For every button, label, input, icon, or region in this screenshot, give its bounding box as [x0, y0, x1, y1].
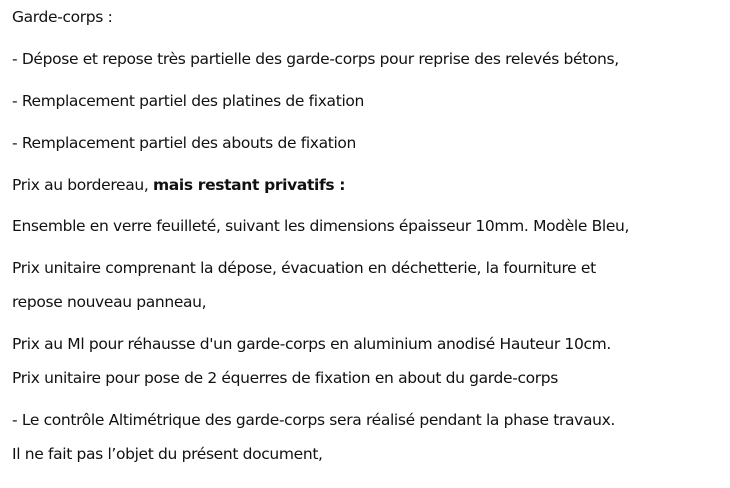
price-note-emphasis: mais restant privatifs : — [153, 176, 346, 194]
price-note-text: Prix au bordereau, — [12, 176, 153, 194]
paragraph-line: Il ne fait pas l’objet du présent document, — [12, 445, 323, 463]
list-item: - Le contrôle Altimétrique des garde-corps sera réalisé pendant la phase travaux. — [12, 411, 615, 429]
list-item: - Remplacement partiel des platines de fixation — [12, 92, 365, 110]
paragraph-line: Prix au Ml pour réhausse d'un garde-corps en aluminium anodisé Hauteur 10cm. — [12, 335, 611, 353]
price-note — [12, 175, 345, 195]
section-heading: Garde-corps : — [12, 8, 113, 26]
paragraph-line: repose nouveau panneau, — [12, 293, 207, 311]
list-item: - Dépose et repose très partielle des garde-corps pour reprise des relevés bétons, — [12, 50, 619, 68]
list-item: - Remplacement partiel des abouts de fixation — [12, 134, 357, 152]
paragraph-line: Prix unitaire comprenant la dépose, évacuation en déchetterie, la fourniture et — [12, 259, 596, 277]
paragraph-line: Ensemble en verre feuilleté, suivant les dimensions épaisseur 10mm. Modèle Bleu, — [12, 217, 630, 235]
paragraph-line: Prix unitaire pour pose de 2 équerres de fixation en about du garde-corps — [12, 369, 559, 387]
